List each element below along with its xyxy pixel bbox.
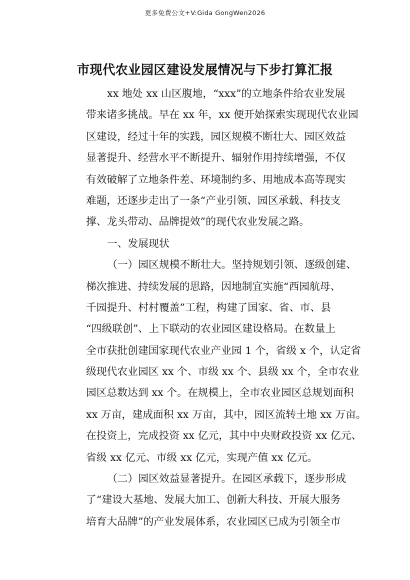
paragraph-line: 培育大品牌”的产业发展体系，农业园区已成为引领全市 [86,515,341,528]
paragraph-line: 撑、龙头带动、品牌提效”的现代农业发展之路。 [86,216,310,229]
paragraph-line: 带来诸多挑战。早在 xx 年，xx 便开始探索实现现代农业园 [86,109,359,122]
paragraph-line: （一）园区规模不断壮大。坚持规划引领、逐级创建、 [107,259,357,272]
paragraph-line: （二）园区效益显著提升。在园区承载下，逐步形成 [107,473,346,486]
paragraph-line: 有效破解了立地条件差、环境制约多、用地成本高等现实 [86,173,346,186]
paragraph-line: 级现代农业园区 xx 个、市级 xx 个、县级 xx 个，全市农业 [86,366,360,379]
paragraph-line: 了“建设大基地、发展大加工、创新大科技、开展大服务 [86,494,341,507]
document-title: 市现代农业园区建设发展情况与下步打算汇报 [76,62,333,77]
paragraph-line: 全市获批创建国家现代农业产业园 1 个，省级 x 个，认定省 [86,344,362,357]
paragraph-line: 区建设，经过十年的实践，园区规模不断壮大、园区效益 [86,130,346,143]
paragraph-line: 在投资上，完成投资 xx 亿元，其中中央财政投资 xx 亿元、 [86,430,362,443]
paragraph-line: xx 地处 xx 山区腹地，“xxx”的立地条件给农业发展 [107,88,346,100]
paragraph-line: 省级 xx 亿元、市级 xx 亿元，实现产值 xx 亿元。 [86,451,318,464]
paragraph-line: 园区总数达到 xx 个。在规模上，全市农业园区总规划面积 [86,387,354,400]
paragraph-line: 千园提升、村村覆盖”工程，构建了国家、省、市、县 [86,301,331,314]
paragraph-line: 难题，还逐步走出了一条“产业引领、园区承载、科技支 [86,194,341,207]
paragraph-line: xx 万亩，建成面积 xx 万亩，其中，园区流转土地 xx 万亩。 [86,408,367,421]
paragraph-line: “四级联创”、上下联动的农业园区建设格局。在数量上 [86,323,336,336]
paragraph-line: 梯次推进、持续发展的思路，因地制宜实施“西园航母、 [86,280,341,293]
section-heading: 一、发展现状 [107,237,170,250]
header-note: 更多免费公文+V:Gida GongWen2026 [144,9,266,17]
document-body [86,84,367,533]
paragraph-line: 显著提升、经营水平不断提升、辐射作用持续增强，不仅 [86,152,346,165]
